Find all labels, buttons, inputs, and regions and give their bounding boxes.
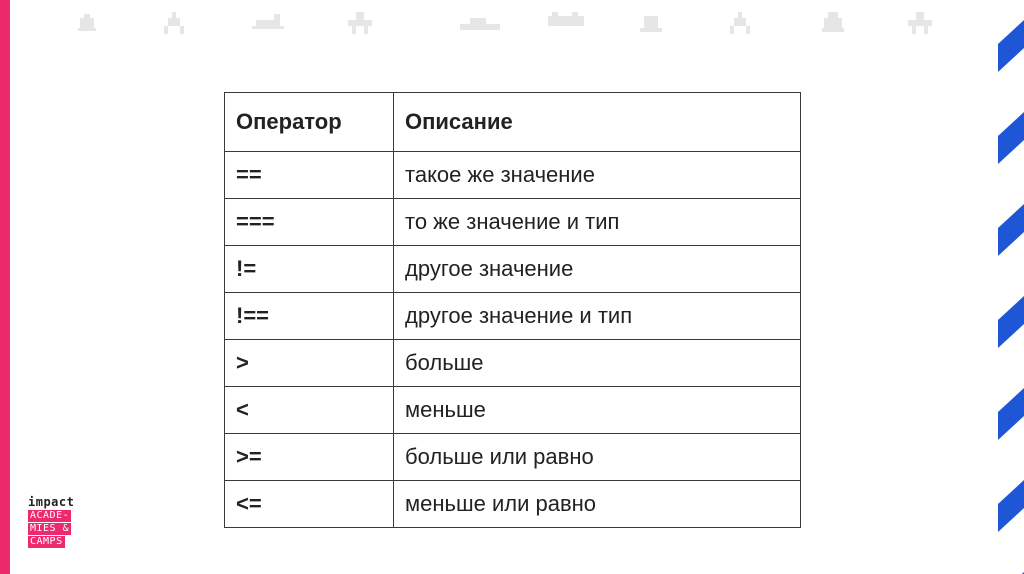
description-cell: то же значение и тип (394, 199, 801, 246)
operator-cell: > (225, 340, 394, 387)
header-description: Описание (394, 93, 801, 152)
logo-tag-line-3: CAMPS (30, 536, 63, 547)
table-row (225, 481, 801, 528)
description-cell: меньше или равно (394, 481, 801, 528)
operator-cell: == (225, 152, 394, 199)
logo-brand-text: impact (28, 495, 75, 509)
table-row (225, 293, 801, 340)
table-row (225, 340, 801, 387)
impact-academies-logo (28, 496, 74, 548)
description-cell: другое значение и тип (394, 293, 801, 340)
description-cell: меньше (394, 387, 801, 434)
description-cell: другое значение (394, 246, 801, 293)
table-row (225, 434, 801, 481)
comparison-operators-table (224, 92, 801, 528)
description-cell: такое же значение (394, 152, 801, 199)
operator-cell: === (225, 199, 394, 246)
operator-cell: <= (225, 481, 394, 528)
logo-tag-line-2: MIES & (30, 523, 70, 534)
table-row (225, 387, 801, 434)
left-accent-bar (0, 0, 10, 574)
table-header-row (225, 93, 801, 152)
operator-cell: < (225, 387, 394, 434)
right-diagonal-stripes (998, 0, 1024, 574)
description-cell: больше (394, 340, 801, 387)
operator-cell: !== (225, 293, 394, 340)
table-row (225, 152, 801, 199)
decorative-pixel-icons-row (60, 8, 960, 42)
operator-cell: >= (225, 434, 394, 481)
table-row (225, 199, 801, 246)
operator-cell: != (225, 246, 394, 293)
header-operator: Оператор (225, 93, 394, 152)
table-row (225, 246, 801, 293)
logo-tag-line-1: ACADE- (30, 510, 70, 521)
description-cell: больше или равно (394, 434, 801, 481)
